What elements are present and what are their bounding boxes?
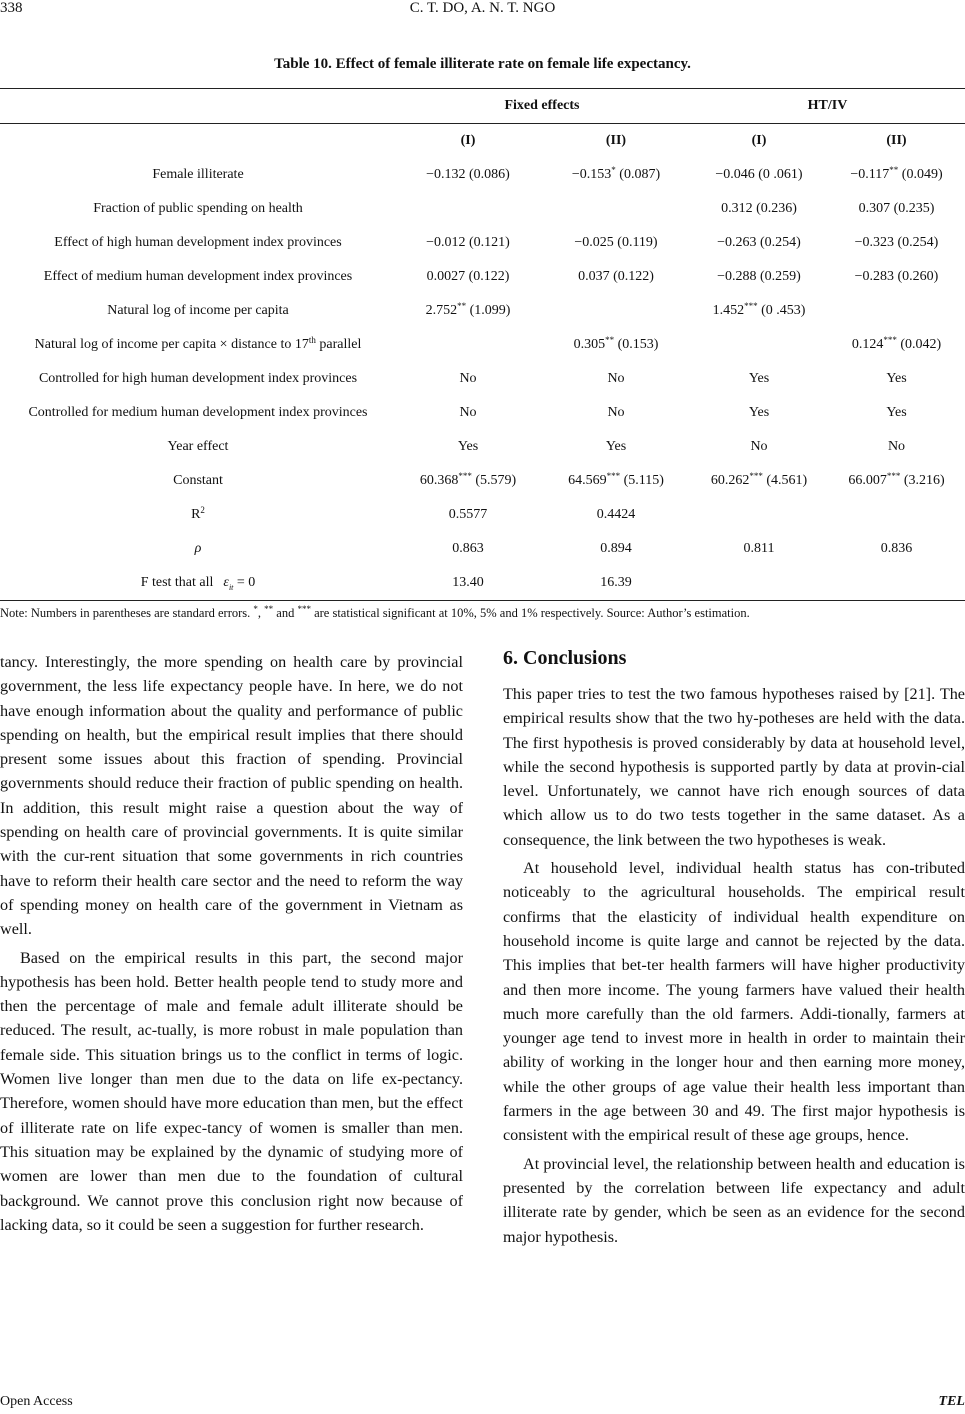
row-label: Constant (173, 473, 223, 488)
note-suffix: are statistical significant at 10%, 5% and 1% respectively. Source: Author’s estimation. (310, 606, 750, 620)
group-header-fixed-effects: Fixed effects (394, 89, 690, 124)
body-paragraph: At household level, individual health status has con-tributed noticeably to the agricultural households. The empirical result confirms that the elasticity of individual health expenditure on household income is quite large and cannot be rejected by the data. This implies that bet-ter health farmers will have higher productivity and then more income. The young farmers have valued their health much more carefully than the old farmers. Addi-tionally, farmers at younger age tend to invest more in health in order to maintain their ability of working in the longer hour and then earning more money, while the other groups of age value their health less important than farmers in the age between 30 and 49. The first major hypothesis is consistent with the empirical result of these age groups, hence. (503, 859, 965, 1145)
table-cell: −0.132 (0.086) (426, 167, 510, 182)
table-cell: No (607, 405, 625, 420)
table-cell: −0.153* (0.087) (571, 165, 661, 182)
body-paragraph: At provincial level, the relationship between health and education is presented by the correlation between life expectancy and adult illiterate rate by gender, which be seen as an evidence for the second major hypothesis. (503, 1154, 965, 1246)
table-cell: Yes (748, 371, 770, 386)
table-cell: 0.894 (600, 541, 632, 556)
table-caption: Table 10. Effect of female illiterate rate on female life expectancy. (274, 56, 691, 72)
table-cell: 0.124*** (0.042) (851, 335, 942, 352)
table-cell: 64.569*** (5.115) (568, 471, 664, 488)
table-row (0, 226, 965, 260)
table-cell: Yes (748, 405, 770, 420)
row-label: Effect of medium human development index provinces (43, 269, 353, 284)
table-cell: −0.283 (0.260) (854, 269, 939, 284)
page-number: 338 (0, 0, 23, 16)
table-cell: −0.263 (0.254) (717, 235, 801, 250)
table-cell: 0.811 (743, 541, 775, 556)
table-note (0, 606, 965, 621)
table-row (0, 294, 965, 328)
note-prefix: Note: Numbers in parentheses are standard errors. (0, 606, 254, 620)
section-heading: 6. Conclusions (503, 647, 627, 669)
row-label: Controlled for medium human development index provinces (28, 405, 368, 420)
table-cell: 0.4424 (596, 507, 636, 522)
body-paragraph: tancy. Interestingly, the more spending on health care by provincial government, the less life expectancy people have. In here, we do not have enough information about the quality and performance of public spending on health, but the empirical result implies that there should present some issues about this fraction of spending. Provincial governments should reduce their fraction of public spending on health. In addition, this result might raise a question about the way of spending on health care of provincial governments. It is quite similar with the cur-rent situation that some governments in rich countries have to reform their health care sector and the need to reform the way of spending money on health care of the government in Vietnam as well. (0, 653, 463, 939)
table-row (0, 464, 965, 498)
journal-abbrev: TEL (938, 1394, 965, 1409)
table-cell: 0.305** (0.153) (573, 335, 659, 352)
left-column (0, 650, 463, 1237)
row-label: Natural log of income per capita × distance to 17th parallel (34, 335, 362, 352)
table-cell: Yes (457, 439, 479, 454)
column-header: (II) (828, 124, 965, 159)
row-label: $R^2$ (191, 505, 205, 522)
table-cell: No (459, 405, 477, 420)
row-label: ρ (194, 541, 202, 556)
table-cell: 0.312 (0.236) (721, 201, 797, 216)
table-cell: 0.307 (0.235) (858, 201, 935, 216)
table-cell: 0.863 (452, 541, 484, 556)
table-cell (394, 192, 542, 226)
row-label: Controlled for high human development index provinces (38, 371, 358, 386)
table-row (0, 532, 965, 566)
table-cell: −0.012 (0.121) (426, 235, 510, 250)
table-row (0, 566, 965, 601)
table-cell: 0.0027 (0.122) (426, 269, 510, 284)
table-cell: −0.288 (0.259) (717, 269, 801, 284)
body-paragraph: Based on the empirical results in this part, the second major hypothesis has been hold. Better health people tend to study more and then the percentage of male and female adult illiterate should be reduced. The result, ac-tually, is more robust in male population than female side. This situation brings us to the conflict in terms of logic. Women live longer than men due to the data on life ex-pectancy. Therefore, women should have more education than men, but the effect of illiterate rate on life expec-tancy of women is smaller than men. This situation may be explained by the dynamic of studying more of women are lower than men due to the foundation of cultural background. We cannot prove this conclusion right now because of lacking data, so it could be seen a suggestion for further research. (0, 948, 463, 1234)
table-row (0, 260, 965, 294)
table-cell: 2.752** (1.099) (425, 301, 511, 318)
row-label: Effect of high human development index provinces (54, 235, 342, 250)
table-row (0, 396, 965, 430)
table-cell: 66.007*** (3.216) (848, 471, 945, 488)
table-cell: 0.836 (880, 541, 913, 556)
table-cell: No (607, 371, 625, 386)
table-body (0, 158, 965, 601)
row-label: Female illiterate (152, 167, 244, 182)
column-header: (I) (394, 124, 542, 159)
row-label: F test that all $\varepsilon_{it} = 0$ (0, 566, 394, 601)
column-header: (I) (690, 124, 828, 159)
open-access-label: Open Access (0, 1394, 73, 1409)
table-row (0, 328, 965, 362)
table-cell: −0.046 (0 .061) (715, 167, 803, 182)
table-cell (690, 498, 828, 532)
table-cell (542, 192, 690, 226)
note-sig-5: ** (264, 604, 274, 614)
table-row (0, 430, 965, 464)
table-cell: −0.025 (0.119) (574, 235, 658, 250)
group-header-htiv: HT/IV (690, 89, 965, 124)
table-cell: 0.037 (0.122) (578, 269, 654, 284)
table-cell: 60.262*** (4.561) (710, 471, 808, 488)
table-cell: −0.323 (0.254) (854, 235, 939, 250)
right-column (503, 647, 965, 1249)
table-cell (690, 328, 828, 362)
table-row (0, 498, 965, 532)
table-cell: −0.117** (0.049) (850, 165, 943, 182)
table-row (0, 362, 965, 396)
table-cell: No (459, 371, 477, 386)
table-row (0, 192, 965, 226)
table-cell (690, 566, 828, 601)
row-label: Year effect (167, 439, 229, 454)
header-blank (0, 124, 394, 159)
table-row (0, 158, 965, 192)
table-cell: No (887, 439, 906, 454)
regression-table (0, 88, 965, 601)
table-cell (828, 294, 965, 328)
page-header (0, 0, 965, 24)
table-cell: 0.5577 (448, 507, 488, 522)
table-cell: Yes (605, 439, 627, 454)
table-cell (542, 294, 690, 328)
note-sig-1: *** (297, 604, 311, 614)
table-cell (828, 566, 965, 601)
note-sep: , (257, 606, 265, 620)
table-cell (828, 498, 965, 532)
table-cell: 16.39 (542, 566, 690, 601)
table-cell: 1.452*** (0 .453) (712, 301, 806, 318)
body-paragraph: This paper tries to test the two famous hypotheses raised by [21]. The empirical results show that the two hy-potheses are held with the data. The first hypothesis is proved considerably by data at household level, while the second hypothesis is supported partly by data at provin-cial level. Unfortunately, we cannot have rich enough sources of data which allow us to do two tests together in the same dataset. As a consequence, the link between the two hypotheses is weak. (503, 685, 965, 849)
note-sep: and (273, 606, 298, 620)
running-head-authors: C. T. DO, A. N. T. NGO (409, 0, 556, 16)
table-cell: No (750, 439, 768, 454)
table-cell: 60.368*** (5.579) (419, 471, 517, 488)
row-label: Natural log of income per capita (107, 303, 289, 318)
table-cell: Yes (886, 405, 907, 420)
table-cell (394, 328, 542, 362)
row-label: Fraction of public spending on health (93, 201, 303, 216)
column-header: (II) (542, 124, 690, 159)
table-cell: 13.40 (394, 566, 542, 601)
header-blank (0, 89, 394, 124)
note-sig-10: * (253, 604, 258, 614)
table-cell: Yes (886, 371, 907, 386)
